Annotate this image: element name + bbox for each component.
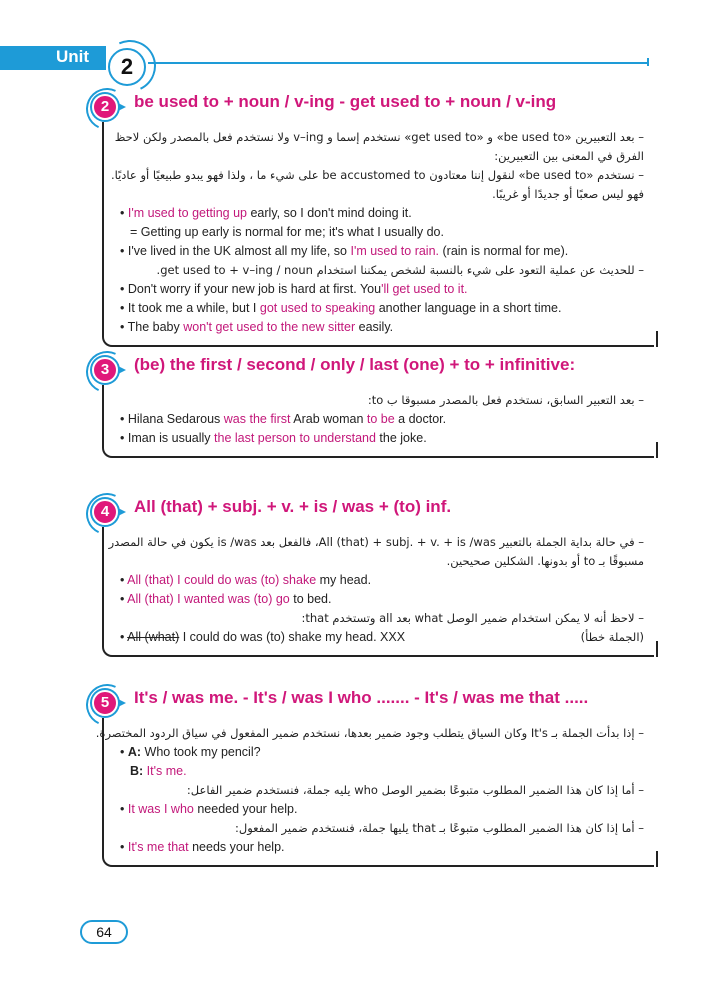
example-sentence <box>120 204 644 223</box>
section-header <box>84 497 654 527</box>
highlighted-phrase: I'm used to rain. <box>350 244 440 258</box>
section-content-box <box>102 122 654 347</box>
sentence-text: Hilana Sedarous <box>127 412 224 426</box>
sentence-text: Don't worry if your new job is hard at first. You <box>127 282 382 296</box>
example-sentence <box>120 223 644 242</box>
arabic-explanation: – أما إذا كان هذا الضمير المطلوب متبوعًا بـ that يليها جملة، فنستخدم ضمير المفعول: <box>235 821 644 835</box>
sentence-text: Who took my pencil? <box>141 745 261 759</box>
highlighted-phrase: to be <box>366 412 395 426</box>
incorrect-example <box>120 628 644 647</box>
example-sentence <box>120 590 644 609</box>
section-content-box <box>95 718 654 867</box>
highlighted-phrase: 'll get used to it. <box>381 282 468 296</box>
arabic-explanation: الفرق في المعنى بين التعبيرين: <box>494 149 644 163</box>
section-number-badge: 5 <box>92 690 118 716</box>
example-rest: I could do was (to) shake my head. XXX <box>179 630 406 644</box>
example-sentence <box>120 800 644 819</box>
arabic-explanation: – إذا بدأت الجملة بـ It's وكان السياق يتطلب وجود ضمير بعدها، نستخدم ضمير المفعول في سياق الردود المختصرة. <box>95 726 644 740</box>
header-rule-end <box>647 58 649 66</box>
example-sentence <box>120 762 644 781</box>
sentence-text: to bed. <box>289 592 332 606</box>
section-header <box>84 688 654 718</box>
unit-number: 2 <box>108 48 146 86</box>
example-sentence <box>120 299 644 318</box>
arabic-explanation: مسبوقًا بـ to أو بدونها. الشكلين صحيحين. <box>446 554 644 568</box>
section-content-box <box>102 527 654 657</box>
example-text: • All (what) I could do was (to) shake my head. XXX <box>120 630 406 644</box>
sentence-text: the joke. <box>375 431 427 445</box>
example-sentence <box>120 242 644 261</box>
sentence-text: early, so I don't mind doing it. <box>247 206 412 220</box>
section-number-badge: 4 <box>92 499 118 525</box>
highlighted-phrase: All (that) I wanted was (to) go <box>127 592 290 606</box>
example-sentence <box>120 280 644 299</box>
grammar-section <box>84 688 654 867</box>
arabic-explanation: فهو ليس صعبًا أو جديدًا أو غريبًا. <box>492 187 644 201</box>
sentence-text: another language in a short time. <box>375 301 562 315</box>
section-title: It's / was me. - It's / was I who ....... - It's / was me that ..... <box>134 688 589 707</box>
grammar-section <box>84 355 654 458</box>
speaker-label: B: <box>130 764 144 778</box>
struck-text: All (what) <box>127 630 180 644</box>
example-sentence <box>120 743 644 762</box>
wrong-note: (الجملة خطأ) <box>580 630 644 644</box>
arabic-explanation: – نستخدم «be used to» لنقول إننا معتادون be accustomed to على شيء ما ، ولذا فهو يبدو طبيعيًا أو عاديًا. <box>110 168 644 182</box>
speaker-label: A: <box>127 745 142 759</box>
section-header <box>84 92 654 122</box>
highlighted-phrase: won't get used to the new sitter <box>183 320 356 334</box>
example-sentence <box>120 429 644 448</box>
sentence-text: I've lived in the UK almost all my life, so <box>127 244 351 258</box>
sentence-text: needs your help. <box>188 840 285 854</box>
unit-label: Unit <box>56 47 90 66</box>
sentence-text: Arab woman <box>290 412 367 426</box>
section-title: be used to + noun / v-ing - get used to + noun / v-ing <box>134 92 557 111</box>
section-header <box>84 355 654 385</box>
section-number-badge: 3 <box>92 357 118 383</box>
pointer-arrow-icon <box>118 103 126 111</box>
sentence-text: = Getting up early is normal for me; it's what I usually do. <box>130 225 444 239</box>
highlighted-phrase: the last person to understand <box>214 431 376 445</box>
sentence-text: The baby <box>127 320 184 334</box>
highlighted-phrase: got used to speaking <box>259 301 376 315</box>
arabic-explanation: – بعد التعبير السابق، نستخدم فعل بالمصدر مسبوقا ب to: <box>367 393 644 407</box>
sentence-text: needed your help. <box>193 802 298 816</box>
highlighted-phrase: It's me that <box>127 840 189 854</box>
example-sentence <box>120 318 644 337</box>
arabic-explanation: – للحديث عن عملية التعود على شيء بالنسبة لشخص يمكننا استخدام get used to + v–ing / noun. <box>156 263 644 277</box>
pointer-arrow-icon <box>118 699 126 707</box>
sentence-text: my head. <box>316 573 372 587</box>
section-content-box <box>102 385 654 458</box>
arabic-explanation: – لاحظ أنه لا يمكن استخدام ضمير الوصل what بعد all وتستخدم that: <box>301 611 644 625</box>
sentence-text: (rain is normal for me). <box>439 244 569 258</box>
arabic-explanation: – بعد التعبيرين «be used to» و «get used to» نستخدم إسما و v–ing ولا نستخدم فعل بالمصدر ولكن لاحظ <box>114 130 644 144</box>
example-sentence <box>120 571 644 590</box>
grammar-section <box>84 497 654 657</box>
arabic-explanation: – أما إذا كان هذا الضمير المطلوب متبوعًا بضمير الوصل who يليه جملة، فنستخدم ضمير الفاعل: <box>186 783 644 797</box>
grammar-section <box>84 92 654 347</box>
section-title: (be) the first / second / only / last (one) + to + infinitive: <box>134 355 576 374</box>
page-number: 64 <box>80 920 128 944</box>
highlighted-phrase: It's me. <box>143 764 187 778</box>
highlighted-phrase: It was I who <box>127 802 194 816</box>
section-title: All (that) + subj. + v. + is / was + (to) inf. <box>134 497 452 516</box>
highlighted-phrase: All (that) I could do was (to) shake <box>127 573 317 587</box>
example-sentence <box>120 838 644 857</box>
pointer-arrow-icon <box>118 508 126 516</box>
sentence-text: a doctor. <box>394 412 447 426</box>
header-rule <box>148 62 648 64</box>
example-sentence <box>120 410 644 429</box>
arabic-explanation: – في حالة بداية الجملة بالتعبير All (that) + subj. + v. + is /was، فالفعل بعد is /was يكون في حالة المصدر <box>108 535 644 549</box>
sentence-text: easily. <box>355 320 394 334</box>
sentence-text: Iman is usually <box>127 431 215 445</box>
unit-banner <box>0 46 106 70</box>
pointer-arrow-icon <box>118 366 126 374</box>
section-number-badge: 2 <box>92 94 118 120</box>
highlighted-phrase: I'm used to getting up <box>127 206 247 220</box>
sentence-text: It took me a while, but I <box>127 301 260 315</box>
highlighted-phrase: was the first <box>223 412 291 426</box>
